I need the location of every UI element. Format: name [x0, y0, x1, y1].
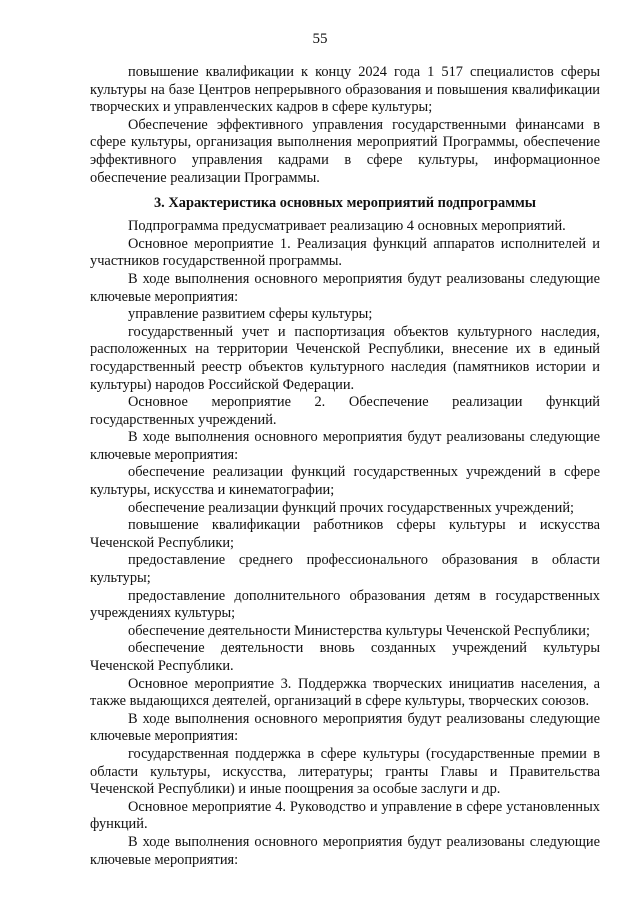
paragraph: В ходе выполнения основного мероприятия будут реализованы следующие ключевые мероприятия:: [90, 270, 600, 305]
section-heading: 3. Характеристика основных мероприятий подпрограммы: [153, 195, 537, 212]
paragraph: обеспечение деятельности вновь созданных учреждений культуры Чеченской Республики.: [90, 640, 600, 674]
paragraph: повышение квалификации к концу 2024 года 1 517 специалистов сферы культуры на базе Центров непрерывного образования и повышения квалификации творческих и управленческих кадров в сфере культуры;: [90, 64, 600, 116]
paragraph: предоставление среднего профессионального образования в области культуры;: [90, 552, 600, 587]
paragraph: Основное мероприятие 4. Руководство и управление в сфере установленных функций.: [90, 798, 600, 833]
paragraph: В ходе выполнения основного мероприятия будут реализованы следующие ключевые мероприятия:: [90, 429, 600, 463]
paragraph: предоставление дополнительного образования детям в государственных учреждениях культуры;: [90, 587, 600, 622]
paragraph: В ходе выполнения основного мероприятия будут реализованы следующие ключевые мероприятия:: [90, 833, 600, 868]
paragraph: Обеспечение эффективного управления государственными финансами в сфере культуры, организация выполнения мероприятий Программы, обеспечение эффективного управления кадрами в сфере культуры, информационное обеспечение реализации Программы.: [90, 116, 600, 186]
paragraph: Основное мероприятие 3. Поддержка творческих инициатив населения, а также выдающихся деятелей, организаций в сфере культуры, творческих союзов.: [90, 675, 600, 710]
paragraph: В ходе выполнения основного мероприятия будут реализованы следующие ключевые мероприятия:: [90, 710, 600, 745]
paragraph: Основное мероприятие 2. Обеспечение реализации функций государственных учреждений.: [90, 394, 600, 428]
page-body: [90, 64, 600, 869]
paragraph: Подпрограмма предусматривает реализацию 4 основных мероприятий.: [128, 218, 566, 235]
paragraph: управление развитием сферы культуры;: [128, 306, 373, 323]
paragraph: повышение квалификации работников сферы культуры и искусства Чеченской Республики;: [90, 517, 600, 551]
paragraph: Основное мероприятие 1. Реализация функций аппаратов исполнителей и участников государственной программы.: [90, 235, 600, 270]
paragraph: обеспечение деятельности Министерства культуры Чеченской Республики;: [128, 622, 590, 639]
paragraph: обеспечение реализации функций государственных учреждений в сфере культуры, искусства и кинематографии;: [90, 464, 600, 499]
paragraph: государственная поддержка в сфере культуры (государственные премии в области культуры, искусства, литературы; гранты Главы и Правительства Чеченской Республики) и иные поощрения за особые заслуги и др.: [90, 745, 600, 798]
paragraph: обеспечение реализации функций прочих государственных учреждений;: [128, 499, 575, 516]
page-number: 55: [312, 31, 328, 47]
paragraph: государственный учет и паспортизация объектов культурного наследия, расположенных на территории Чеченской Республики, внесение их в единый государственный реестр объектов культурного наследия (памятников истории и культуры) народов Российской Федерации.: [90, 323, 600, 393]
